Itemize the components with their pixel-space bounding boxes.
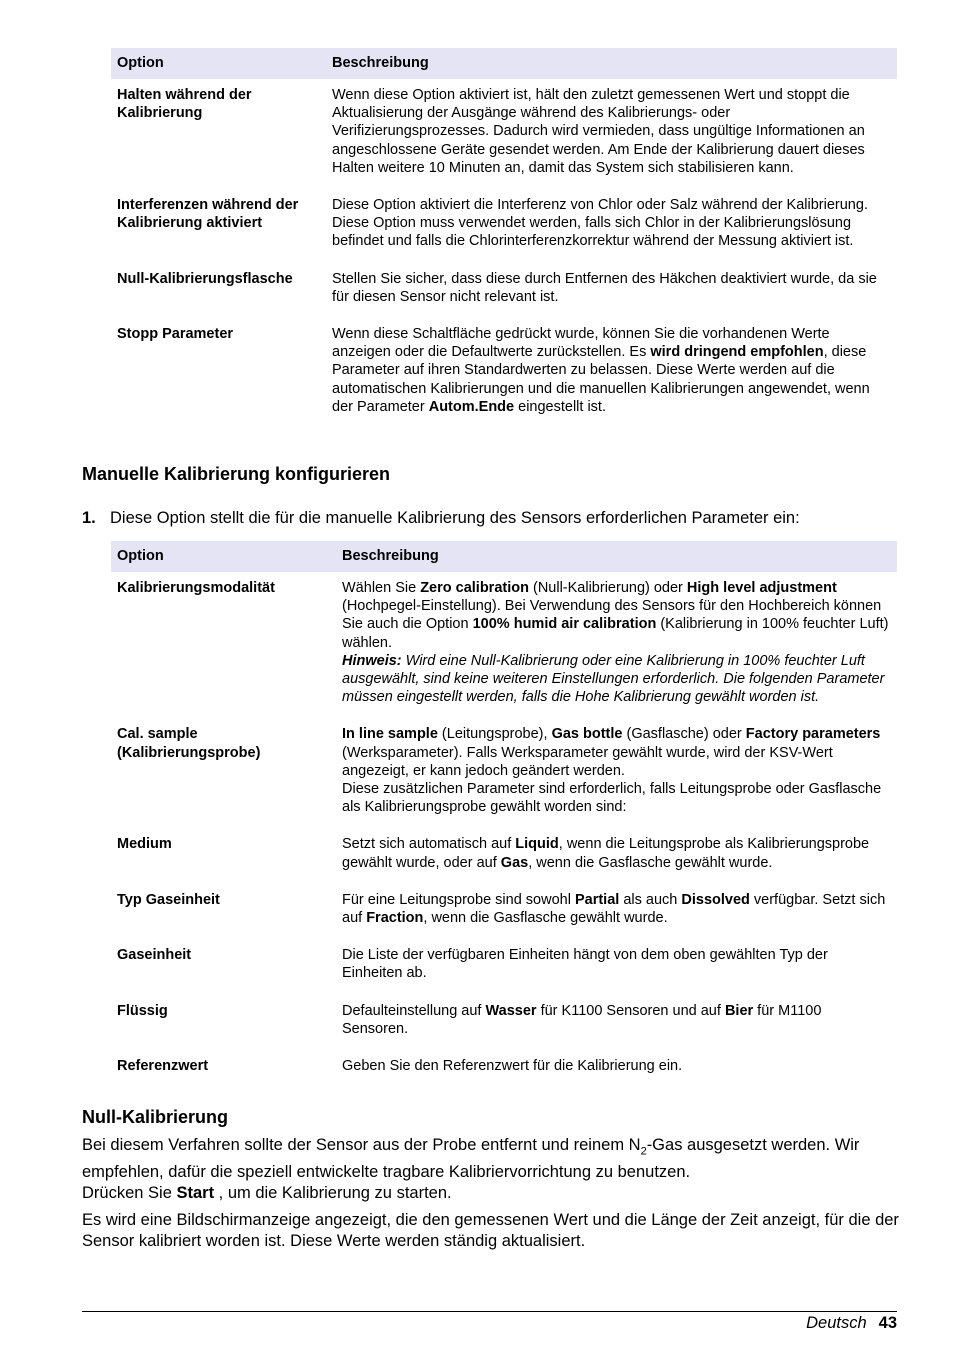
bold-term: Bier [724, 1002, 754, 1019]
text-run: , wenn die Gasflasche gewählt wurde. [528, 854, 773, 871]
table-header-row [111, 48, 897, 79]
text-run: Wenn diese Option aktiviert ist, hält den zuletzt gemessenen Wert und stoppt die Aktualisierung der Ausgänge während des Kalibrierungs- oder Verifizierungsprozesses. Dadurch wird vermieden, dass ungültige Informationen an angeschlossene Geräte gesendet werden. Am Ende der Kalibrierung dauert dieses Halten weitere 10 Minuten an, damit das System sich stabilisieren kann. [332, 87, 865, 176]
text-run: Drücken Sie [82, 1184, 177, 1202]
text-run: -Gas ausgesetzt werden. Wir empfehlen, dafür die speziell entwickelte tragbare Kalibriervorrichtung zu benutzen. [82, 1136, 860, 1182]
bold-term: In line sample [342, 726, 438, 743]
bold-term: 100% humid air calibration [472, 616, 657, 633]
description-cell [336, 1050, 897, 1087]
paragraph-start [82, 1183, 902, 1204]
description-cell [326, 79, 897, 189]
footer-divider [82, 1311, 897, 1312]
subscript: 2 [640, 1145, 647, 1158]
bold-term: High level adjustment [686, 580, 837, 596]
page-number: 43 [878, 1314, 897, 1332]
column-header-option: Option [111, 541, 336, 572]
text-run: Diese zusätzlichen Parameter sind erforderlich, falls Leitungsprobe oder Gasflasche als Kalibrierungsprobe gewählt worden sind: [342, 781, 882, 816]
options-table-calibration [111, 48, 897, 428]
table-row [111, 189, 897, 263]
bold-term: Wasser [485, 1002, 537, 1019]
text-run: , um die Kalibrierung zu starten. [214, 1184, 452, 1202]
option-cell: Stopp Parameter [117, 326, 234, 343]
description-cell [326, 263, 897, 318]
note-text: Wird eine Null-Kalibrierung oder eine Kalibrierung in 100% feuchter Luft ausgewählt, sind keine weiteren Einstellungen erforderlich. Die folgenden Parameter müssen eingestellt werden, falls die Hohe Kalibrierung gewählt worden ist. [342, 652, 885, 706]
option-cell: Cal. sample (Kalibrierungsprobe) [117, 726, 261, 761]
option-cell: Typ Gaseinheit [117, 891, 220, 908]
table-row [111, 884, 897, 939]
bold-term: Partial [574, 891, 620, 908]
table-row [111, 939, 897, 994]
bold-term: Factory parameters [745, 726, 881, 743]
page-footer [806, 1312, 897, 1334]
table-row [111, 572, 897, 718]
text-run: eingestellt ist. [514, 398, 606, 415]
table-row [111, 263, 897, 318]
text-run: (Kalibrierung in 100% feuchter Luft) wählen. [342, 616, 889, 651]
text-run: Für eine Leitungsprobe sind sowohl [342, 891, 575, 908]
text-run: Diese Option aktiviert die Interferenz von Chlor oder Salz während der Kalibrierung. Diese Option muss verwendet werden, falls sich Chlor in der Kalibrierungslösung befindet und falls die Chlorinterferenzkorrektur während der Messung aktiviert ist. [332, 197, 868, 250]
text-run: Wenn diese Schaltfläche gedrückt wurde, können Sie die vorhandenen Werte anzeigen oder die Defaultwerte zurückstellen. Es [332, 326, 830, 361]
bold-term: Fraction [366, 910, 424, 927]
bold-term: Liquid [515, 836, 559, 853]
option-cell: Medium [117, 836, 172, 853]
bold-term: Gas bottle [551, 726, 623, 743]
text-run: (Gasflasche) oder [622, 726, 746, 743]
text-run: (Werksparameter). Falls Werksparameter gewählt wurde, wird der KSV-Wert angezeigt, er kann jedoch geändert werden. [342, 744, 833, 779]
description-cell [336, 572, 897, 718]
table-row [111, 79, 897, 189]
text-run: Geben Sie den Referenzwert für die Kalibrierung ein. [342, 1058, 683, 1075]
text-run: Bei diesem Verfahren sollte der Sensor aus der Probe entfernt und reinem N [82, 1136, 641, 1154]
bold-term: Zero calibration [420, 580, 529, 596]
description-cell [336, 718, 897, 828]
column-header-description: Beschreibung [326, 48, 897, 79]
table-row [111, 318, 897, 428]
start-keyword: Start [176, 1184, 215, 1202]
paragraph-display: Es wird eine Bildschirmanzeige angezeigt, die den gemessenen Wert und die Länge der Zeit anzeigt, für die der Sensor kalibriert worden ist. Diese Werte werden ständig aktualisiert. [82, 1211, 899, 1250]
description-cell [326, 318, 897, 428]
paragraph-procedure [82, 1135, 902, 1183]
bold-term: Autom.Ende [428, 398, 515, 415]
column-header-option: Option [111, 48, 326, 79]
text-run: Setzt sich automatisch auf [342, 836, 516, 853]
option-cell: Flüssig [117, 1002, 168, 1019]
bold-term: wird dringend empfohlen [650, 344, 824, 361]
text-run: für K1100 Sensoren und auf [536, 1002, 725, 1019]
text-run: (Leitungsprobe), [437, 726, 552, 743]
option-cell: Halten während der Kalibrierung [117, 87, 252, 122]
step-number: 1. [82, 509, 96, 527]
text-run: , wenn die Gasflasche gewählt wurde. [423, 910, 668, 927]
text-run: , wenn die Leitungsprobe als Kalibrierungsprobe gewählt wurde, oder auf [342, 836, 870, 871]
text-run: für M1100 Sensoren. [342, 1002, 822, 1037]
footer-language: Deutsch [806, 1314, 867, 1332]
table-body [111, 79, 897, 428]
table-row [111, 718, 897, 828]
option-cell: Referenzwert [117, 1058, 209, 1075]
bold-term: Gas [500, 854, 529, 871]
table-row [111, 995, 897, 1050]
step-1 [82, 508, 902, 529]
text-run: (Null-Kalibrierung) oder [528, 580, 687, 596]
table-row [111, 828, 897, 883]
table-body [111, 572, 897, 1087]
section-heading-manual-calibration: Manuelle Kalibrierung konfigurieren [82, 464, 391, 484]
option-cell: Gaseinheit [117, 947, 192, 964]
text-run: Stellen Sie sicher, dass diese durch Entfernen des Häkchen deaktiviert wurde, da sie für diesen Sensor nicht relevant ist. [332, 270, 877, 305]
description-cell [336, 939, 897, 994]
section-heading-zero-calibration: Null-Kalibrierung [82, 1107, 229, 1127]
text-run: Defaulteinstellung auf [342, 1002, 486, 1019]
bold-term: Dissolved [681, 891, 750, 908]
text-run: Die Liste der verfügbaren Einheiten hängt von dem oben gewählten Typ der Einheiten ab. [342, 947, 828, 982]
option-cell: Interferenzen während der Kalibrierung aktiviert [117, 197, 299, 232]
table-row [111, 1050, 897, 1087]
options-table-manual-calibration [111, 541, 897, 1087]
description-cell [336, 884, 897, 939]
note-label: Hinweis: [342, 652, 402, 669]
table-header-row [111, 541, 897, 572]
text-run: Wählen Sie [342, 580, 421, 596]
option-cell: Kalibrierungsmodalität [117, 580, 275, 596]
text-run: , diese Parameter auf ihren Standardwerten zu belassen. Diese Werte werden auf die automatischen Kalibrierungen und die manuellen Kalibrierungen angewendet, wenn der Parameter [332, 344, 870, 415]
step-text: Diese Option stellt die für die manuelle Kalibrierung des Sensors erforderlichen Parameter ein: [110, 509, 800, 527]
column-header-description: Beschreibung [336, 541, 897, 572]
description-cell [336, 995, 897, 1050]
description-cell [326, 189, 897, 263]
text-run: als auch [619, 891, 682, 908]
option-cell: Null-Kalibrierungsflasche [117, 270, 293, 287]
text-run: (Hochpegel-Einstellung). Bei Verwendung des Sensors für den Hochbereich können Sie auch die Option [342, 598, 882, 633]
text-run: verfügbar. Setzt sich auf [342, 891, 886, 927]
description-cell [336, 828, 897, 883]
